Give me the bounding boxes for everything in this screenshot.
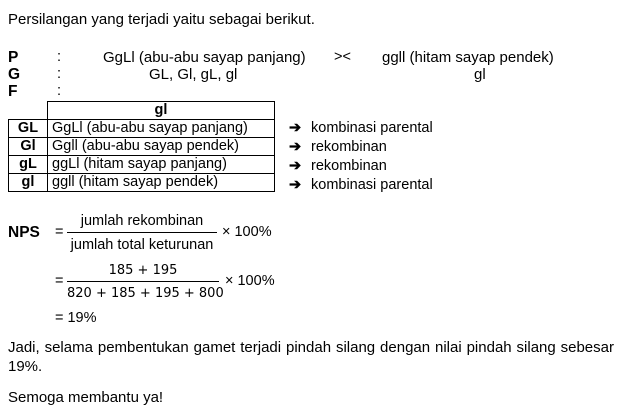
nps-result: = 19%	[55, 310, 97, 326]
result-row	[289, 119, 433, 138]
f-colon: :	[57, 83, 62, 99]
result-row	[289, 138, 433, 157]
result-text: rekombinan	[311, 139, 387, 155]
intro-text: Persilangan yang terjadi yaitu sebagai berikut.	[8, 11, 315, 28]
result-row	[289, 157, 433, 176]
table-row	[9, 120, 275, 138]
table-desc-cell: ggll (hitam sayap pendek)	[48, 174, 275, 192]
closing-text: Semoga membantu ya!	[8, 389, 164, 406]
table-header-gamete: gl	[48, 102, 275, 120]
p-parent2: ggll (hitam sayap pendek)	[382, 49, 554, 66]
nps-equals-2: =	[55, 273, 64, 289]
result-text: kombinasi parental	[311, 120, 433, 136]
table-gamete-cell: GL	[9, 120, 48, 138]
fraction-bar	[67, 281, 219, 282]
times-100-percent: × 100%	[222, 224, 272, 240]
g-gametes2: gl	[474, 66, 486, 83]
fraction-values	[67, 263, 224, 301]
f-label: F	[8, 83, 18, 100]
table-row	[9, 156, 275, 174]
conclusion-paragraph: Jadi, selama pembentukan gamet terjadi pindah silang dengan nilai pindah silang sebesar 19%.	[8, 339, 614, 375]
fraction-numerator: jumlah rekombinan	[80, 213, 204, 229]
p-colon: :	[57, 49, 62, 65]
fraction-numerator: 185 + 195	[108, 263, 178, 278]
right-arrow-icon: ➔	[289, 158, 302, 174]
right-arrow-icon: ➔	[289, 139, 302, 155]
p-label: P	[8, 49, 19, 66]
table-row	[9, 138, 275, 156]
right-arrow-icon: ➔	[289, 120, 302, 136]
result-column	[289, 119, 433, 195]
table-row	[9, 174, 275, 192]
fraction-denominator: 820 + 185 + 195 + 800	[67, 286, 224, 301]
result-row	[289, 176, 433, 195]
cross-table	[8, 101, 275, 192]
nps-label: NPS	[8, 224, 40, 241]
table-desc-cell: Ggll (abu-abu sayap pendek)	[48, 138, 275, 156]
table-gamete-cell: gL	[9, 156, 48, 174]
table-desc-cell: ggLl (hitam sayap panjang)	[48, 156, 275, 174]
right-arrow-icon: ➔	[289, 177, 302, 193]
g-label: G	[8, 66, 21, 83]
g-gametes1: GL, Gl, gL, gl	[149, 66, 238, 83]
fraction-formula	[67, 213, 217, 253]
result-text: rekombinan	[311, 158, 387, 174]
nps-equals: =	[55, 224, 64, 240]
p-parent1: GgLl (abu-abu sayap panjang)	[103, 49, 306, 66]
result-text: kombinasi parental	[311, 177, 433, 193]
table-gamete-cell: Gl	[9, 138, 48, 156]
table-header-row	[9, 102, 275, 120]
times-100-percent-2: × 100%	[225, 273, 275, 289]
p-cross-symbol: ><	[334, 49, 351, 65]
table-gamete-cell: gl	[9, 174, 48, 192]
g-colon: :	[57, 66, 62, 82]
table-desc-cell: GgLl (abu-abu sayap panjang)	[48, 120, 275, 138]
fraction-bar	[67, 232, 217, 233]
fraction-denominator: jumlah total keturunan	[70, 237, 214, 253]
table-corner-cell	[9, 102, 48, 120]
